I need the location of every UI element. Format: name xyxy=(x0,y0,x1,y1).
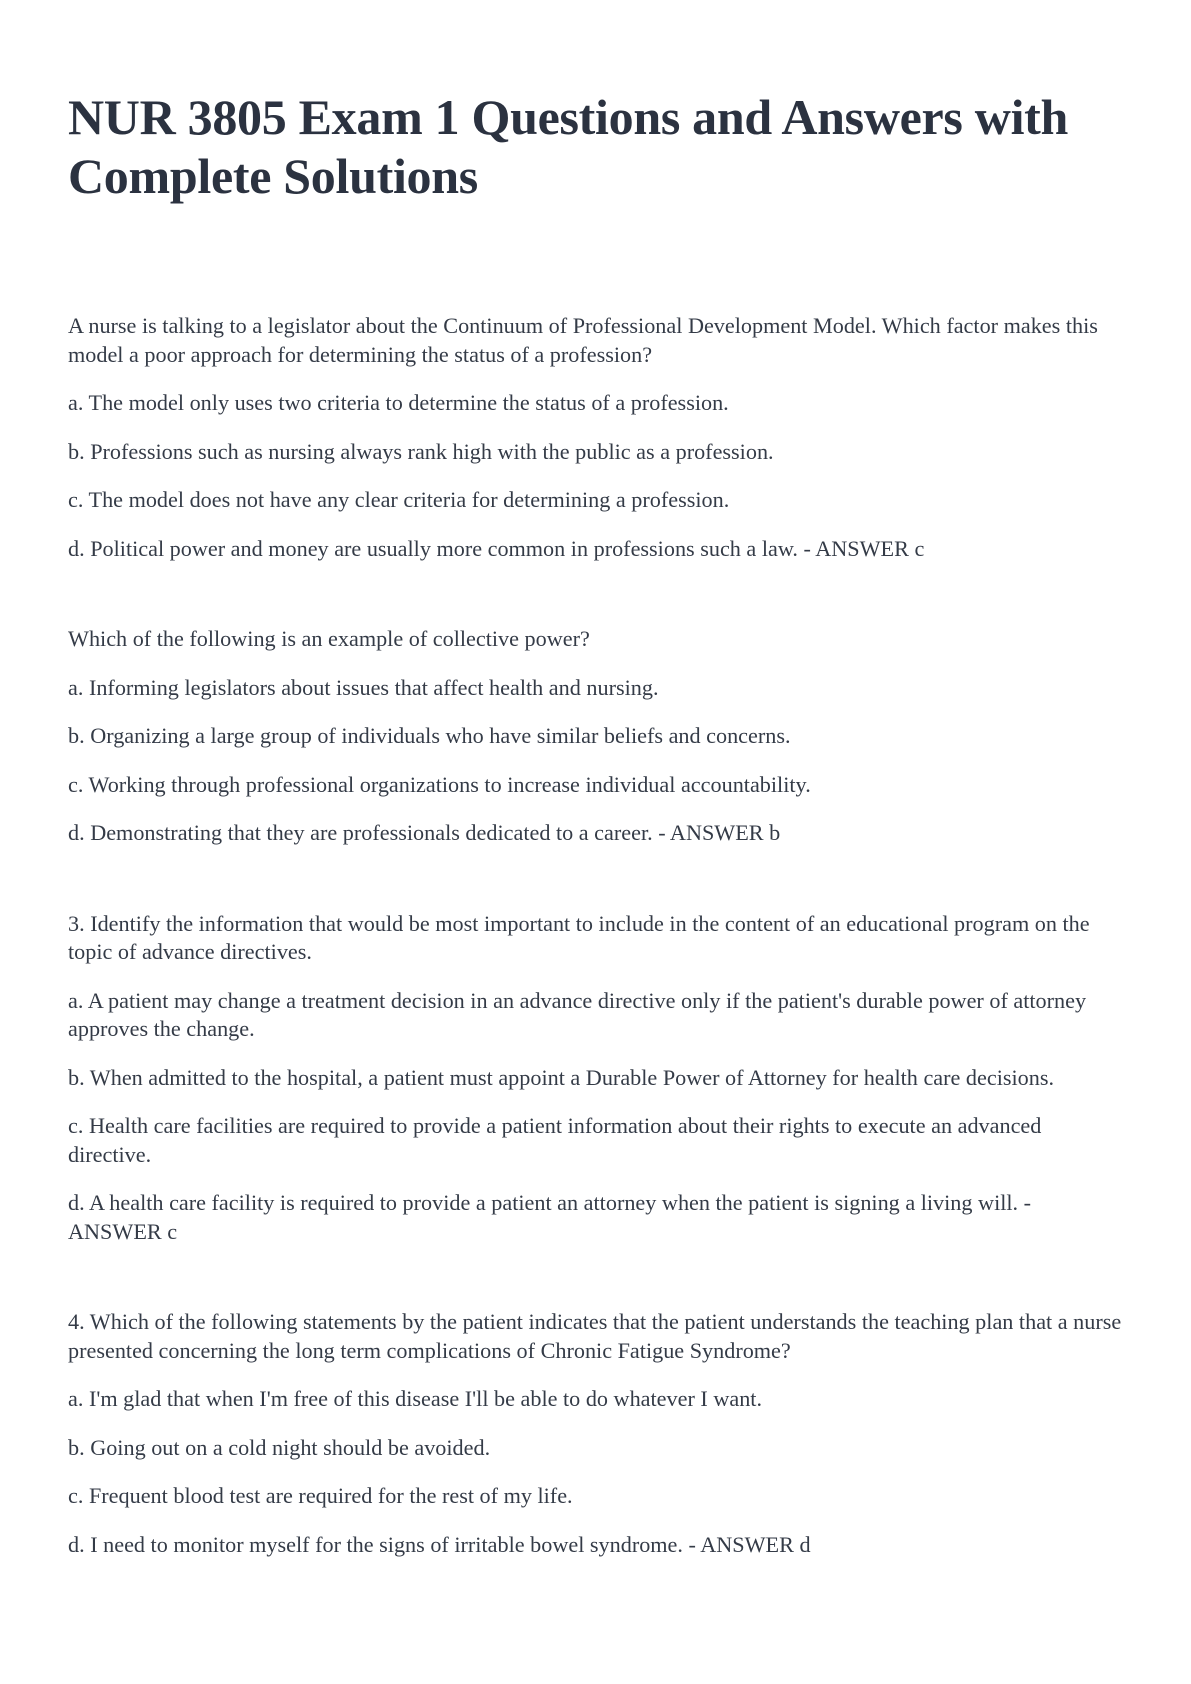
document-title: NUR 3805 Exam 1 Questions and Answers with Complete Solutions xyxy=(68,89,1069,204)
question-3 xyxy=(68,910,1123,1247)
answer-option: b. Organizing a large group of individuals who have similar beliefs and concerns. xyxy=(68,723,791,748)
answer-option: a. A patient may change a treatment decision in an advance directive only if the patient's durable power of attorney approves the change. xyxy=(68,987,1087,1041)
question-1 xyxy=(68,312,1123,563)
question-text: Which of the following is an example of collective power? xyxy=(68,626,590,651)
answer-option: d. I need to monitor myself for the signs of irritable bowel syndrome. - ANSWER d xyxy=(68,1531,811,1557)
answer-option: c. Working through professional organizations to increase individual accountability. xyxy=(68,771,811,797)
answer-option: b. Professions such as nursing always rank high with the public as a profession. xyxy=(68,438,774,464)
answer-option: d. A health care facility is required to provide a patient an attorney when the patient is signing a living will. - ANSWER c xyxy=(68,1190,1032,1244)
answer-option: d. Demonstrating that they are professionals dedicated to a career. - ANSWER b xyxy=(68,820,781,845)
question-4 xyxy=(68,1308,1123,1559)
answer-option: a. I'm glad that when I'm free of this disease I'll be able to do whatever I want. xyxy=(68,1386,763,1411)
answer-option: c. Frequent blood test are required for the rest of my life. xyxy=(68,1483,573,1508)
question-2 xyxy=(68,625,1123,848)
answer-option: a. Informing legislators about issues that affect health and nursing. xyxy=(68,674,659,700)
question-text: 3. Identify the information that would be most important to include in the content of an educational program on the topic of advance directives. xyxy=(68,910,1090,964)
answer-option: d. Political power and money are usually more common in professions such a law. - ANSWER c xyxy=(68,535,925,561)
question-text: 4. Which of the following statements by the patient indicates that the patient understands the teaching plan that a nurse presented concerning the long term complications of Chronic Fatigue Syndrome? xyxy=(68,1309,1122,1363)
answer-option: a. The model only uses two criteria to determine the status of a profession. xyxy=(68,390,729,415)
question-text: A nurse is talking to a legislator about the Continuum of Professional Development Model. Which factor makes this model a poor approach for determining the status of a profession? xyxy=(68,313,1098,367)
question-list xyxy=(68,312,1123,1559)
answer-option: b. When admitted to the hospital, a patient must appoint a Durable Power of Attorney for health care decisions. xyxy=(68,1064,1055,1090)
answer-option: c. The model does not have any clear criteria for determining a profession. xyxy=(68,487,730,512)
answer-option: c. Health care facilities are required to provide a patient information about their rights to execute an advanced directive. xyxy=(68,1113,1042,1167)
document-page xyxy=(68,88,1123,1621)
answer-option: b. Going out on a cold night should be avoided. xyxy=(68,1434,491,1460)
